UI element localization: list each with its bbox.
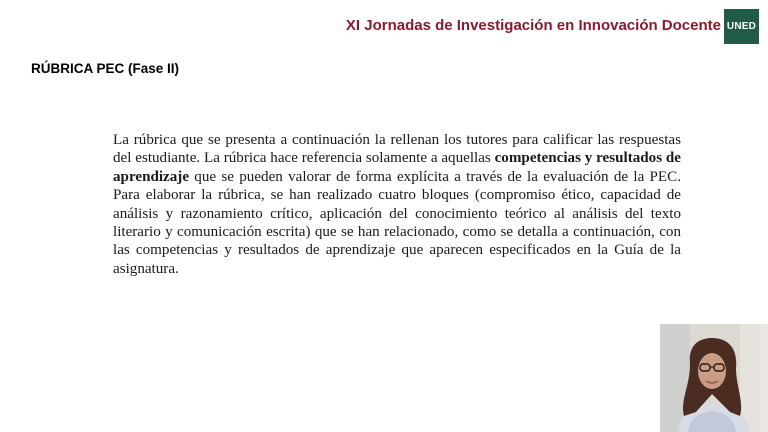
presenter-webcam-video: [660, 324, 768, 432]
body-paragraph: [113, 131, 681, 278]
conference-title: XI Jornadas de Investigación en Innovación Docente: [345, 17, 721, 34]
paragraph-text-2: que se pueden valorar de forma explícita a través de la evaluación de la PEC. Para elaborar la rúbrica, se han realizado cuatro bloques (compromiso ético, capacidad de análisis y razonamiento crítico, aplicación del conocimiento teórico al análisis del texto literario y comunicación escrita) que se han relacionado, como se detalla a continuación, con las competencias y resultados de aprendizaje que aparecen especificados en la Guía de la asignatura.: [113, 168, 681, 277]
paragraph-text-1: La rúbrica que se presenta a continuación la rellenan los tutores para calificar las respuestas del estudiante. La rúbrica hace referencia solamente a aquellas: [113, 132, 681, 167]
logo-text: UNED: [726, 21, 757, 32]
slide-title: RÚBRICA PEC (Fase II): [31, 61, 180, 76]
presenter-figure: [660, 324, 768, 432]
webcam-edge: [761, 324, 768, 432]
uned-logo: [724, 9, 759, 44]
paragraph-bold-text: competencias y resultados de aprendizaje: [113, 150, 681, 185]
